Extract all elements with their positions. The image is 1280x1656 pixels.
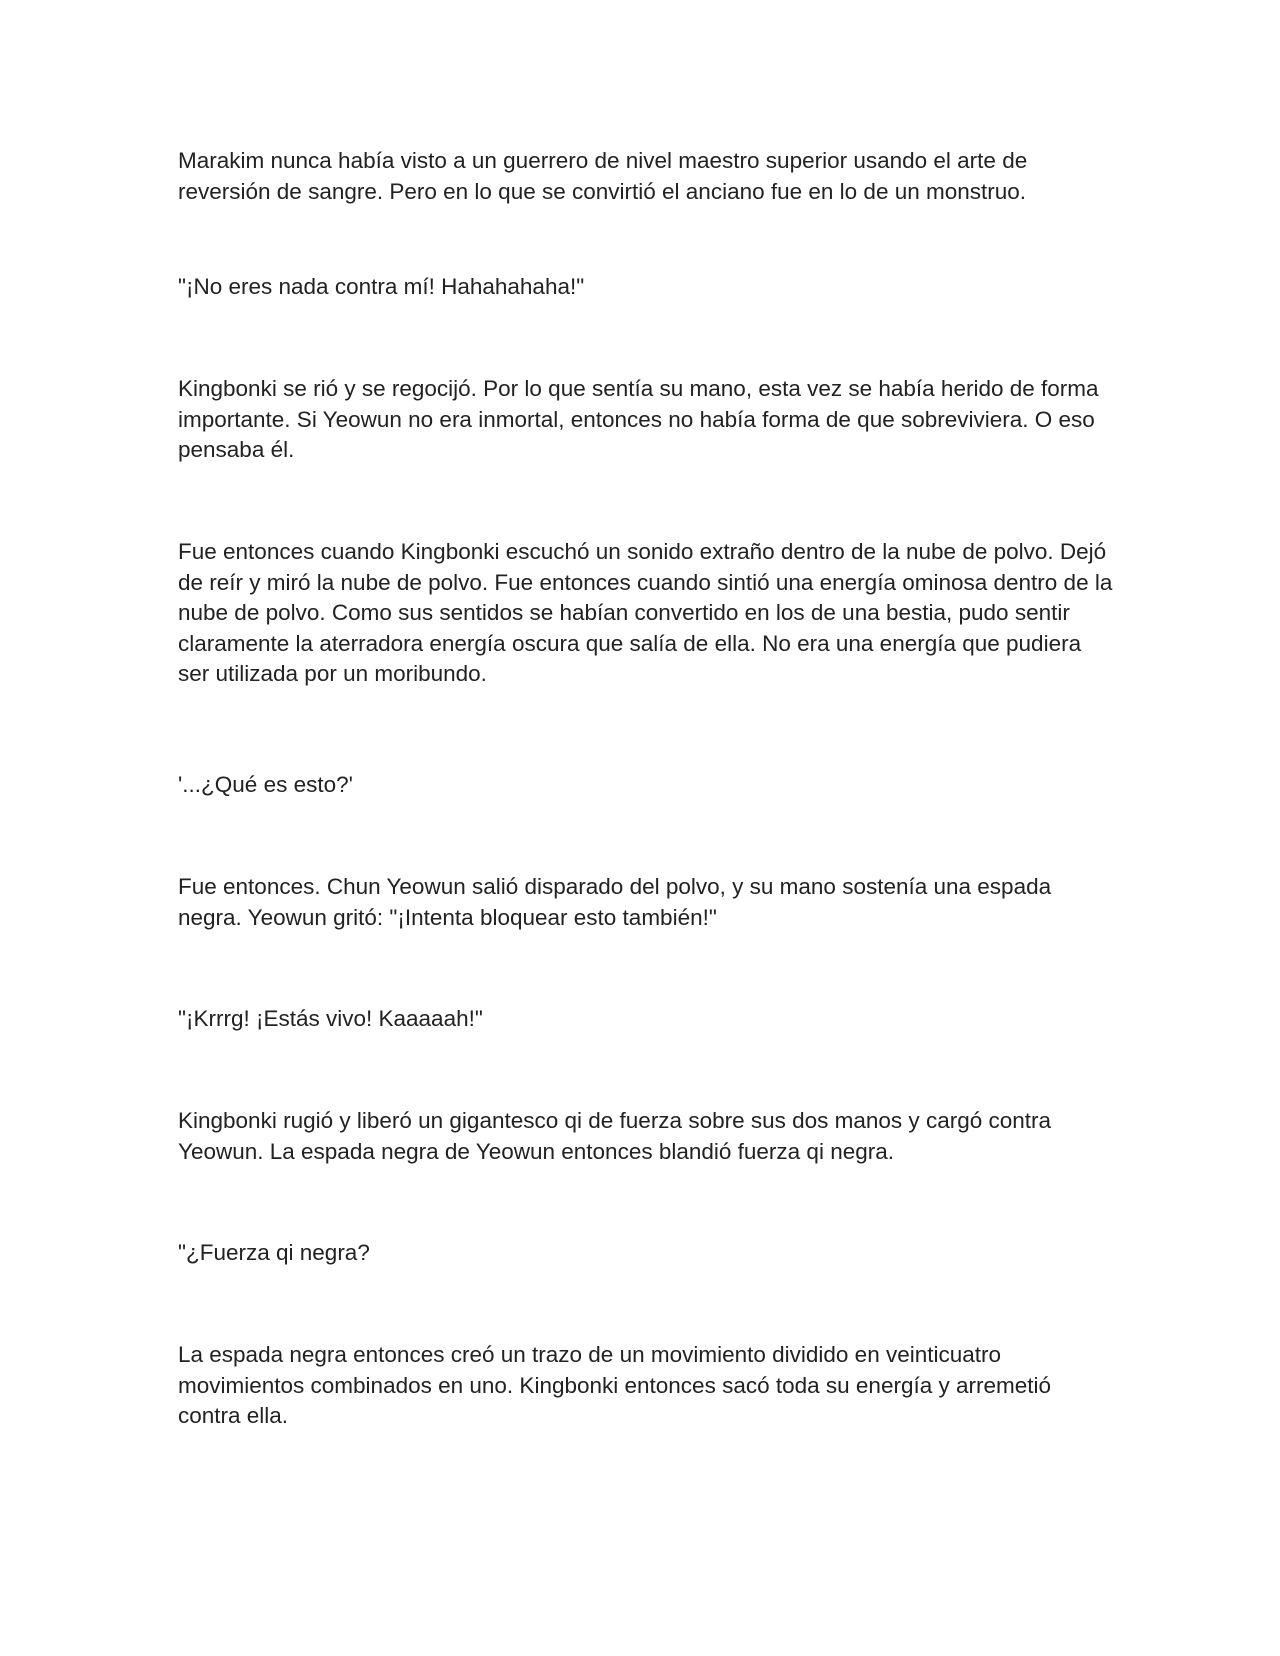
paragraph-10: La espada negra entonces creó un trazo de un movimiento dividido en veinticuatro movimientos combinados en uno. Kingbonki entonces sacó toda su energía y arremetió contra ella. — [178, 1342, 1052, 1428]
paragraph-9: "¿Fuerza qi negra? — [178, 1240, 370, 1265]
paragraph-8: Kingbonki rugió y liberó un gigantesco qi de fuerza sobre sus dos manos y cargó contra Yeowun. La espada negra de Yeowun entonces blandió fuerza qi negra. — [178, 1108, 1052, 1164]
paragraph-3: Kingbonki se rió y se regocijó. Por lo que sentía su mano, esta vez se había herido de forma importante. Si Yeowun no era inmortal, entonces no había forma de que sobreviviera. O eso pensaba él. — [178, 376, 1099, 462]
paragraph-7: "¡Krrrg! ¡Estás vivo! Kaaaaah!" — [178, 1006, 483, 1031]
paragraph-2: "¡No eres nada contra mí! Hahahahaha!" — [178, 274, 585, 299]
paragraph-4: Fue entonces cuando Kingbonki escuchó un sonido extraño dentro de la nube de polvo. Dejó de reír y miró la nube de polvo. Fue entonces cuando sintió una energía ominosa dentro de la nube de polvo. Como sus sentidos se habían convertido en los de una bestia, pudo sentir claramente la aterradora energía oscura que salía de ella. No era una energía que pudiera ser utilizada por un moribundo. — [178, 539, 1113, 686]
paragraph-1: Marakim nunca había visto a un guerrero de nivel maestro superior usando el arte de reversión de sangre. Pero en lo que se convirtió el anciano fue en lo de un monstruo. — [178, 148, 1028, 204]
paragraph-6: Fue entonces. Chun Yeowun salió disparado del polvo, y su mano sostenía una espada negra. Yeowun gritó: "¡Intenta bloquear esto también!" — [178, 874, 1052, 930]
paragraph-5: '...¿Qué es esto?' — [178, 772, 353, 797]
